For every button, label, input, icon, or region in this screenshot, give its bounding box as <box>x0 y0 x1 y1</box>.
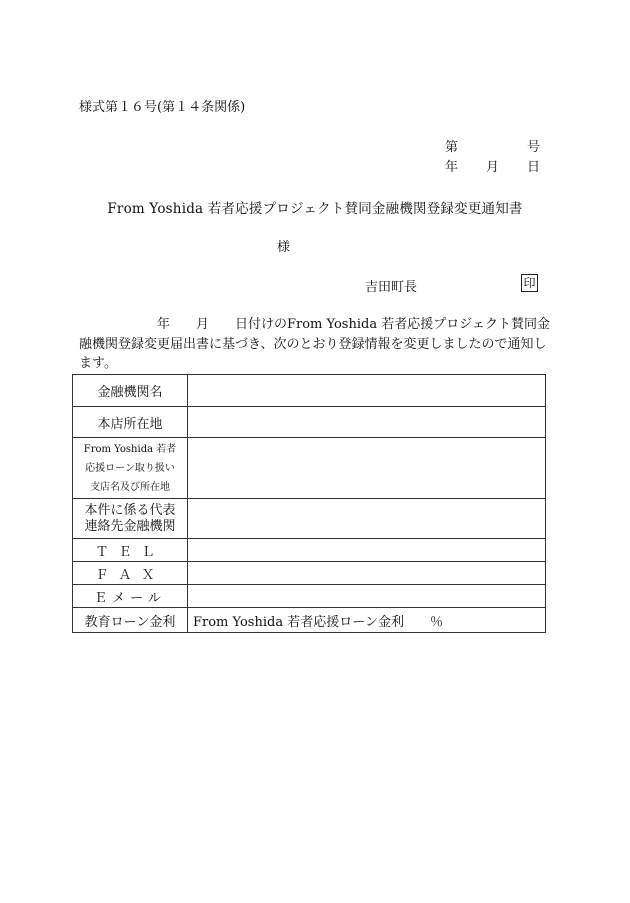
seal-mark: 印 <box>521 274 538 292</box>
date-day-label: 日 <box>526 160 540 175</box>
table-row <box>73 375 546 407</box>
label-line: From Yoshida 若者 <box>83 443 177 455</box>
label-institution-name: 金融機関名 <box>73 375 188 407</box>
label-line: 支店名及び所在地 <box>90 481 170 493</box>
table-row <box>73 499 546 539</box>
table-row <box>73 562 546 585</box>
document-number-prefix: 第 <box>445 140 459 155</box>
table-row <box>73 608 546 633</box>
label-line: 応援ローン取り扱い <box>85 462 175 474</box>
date-month-label: 月 <box>485 160 499 175</box>
label-head-office-address: 本店所在地 <box>73 407 188 438</box>
issuer-title: 吉田町長 <box>365 280 418 295</box>
date-year-label: 年 <box>445 160 459 175</box>
value-fax <box>188 562 546 585</box>
value-tel <box>188 539 546 562</box>
addressee-suffix: 様 <box>277 240 291 255</box>
label-line: 本件に係る代表 <box>84 502 176 518</box>
label-tel: ＴＥＬ <box>73 539 188 562</box>
label-email: Ｅメール <box>73 585 188 608</box>
value-representative-contact <box>188 499 546 539</box>
table-row <box>73 438 546 499</box>
document-title: From Yoshida 若者応援プロジェクト賛同金融機関登録変更通知書 <box>107 201 523 217</box>
label-representative-contact <box>73 499 188 539</box>
table-row <box>73 407 546 438</box>
notification-body: 年 月 日付けのFrom Yoshida 若者応援プロジェクト賛同金融機関登録変更届出書に基づき、次のとおり登録情報を変更しましたので通知します。 <box>79 317 550 371</box>
label-education-loan-rate: 教育ローン金利 <box>73 608 188 633</box>
value-education-loan-rate: From Yoshida 若者応援ローン金利 ％ <box>188 608 546 633</box>
registration-info-table <box>72 374 546 633</box>
document-date-line <box>445 156 540 175</box>
form-number: 様式第１６号(第１４条関係) <box>79 100 246 115</box>
value-head-office-address <box>188 407 546 438</box>
label-fax: ＦＡＸ <box>73 562 188 585</box>
document-number-suffix: 号 <box>526 140 540 155</box>
value-institution-name <box>188 375 546 407</box>
table-row <box>73 539 546 562</box>
value-handling-branch <box>188 438 546 499</box>
table-row <box>73 585 546 608</box>
label-handling-branch <box>73 438 188 499</box>
value-email <box>188 585 546 608</box>
document-number-line <box>445 136 540 155</box>
label-line: 連絡先金融機関 <box>84 518 176 534</box>
